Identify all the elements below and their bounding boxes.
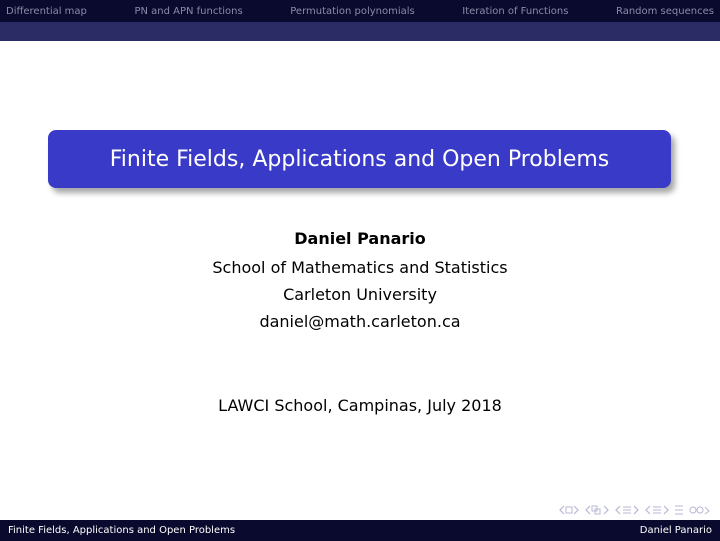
navigation-symbols [558,502,712,518]
nav-item-random-sequences[interactable]: Random sequences [615,5,714,17]
align-icon[interactable] [674,504,684,516]
nav-item-pn-apn-functions[interactable]: PN and APN functions [134,5,243,17]
frame-back-icon[interactable] [558,504,580,516]
footer-author: Daniel Panario [639,525,712,536]
subsection-bar [0,22,720,41]
institution: Carleton University [283,285,437,304]
section-nav-icon[interactable] [614,504,640,516]
footer-bar [0,520,720,541]
nav-item-differential-map[interactable]: Differential map [6,5,87,17]
slide-title: Finite Fields, Applications and Open Problems [109,146,610,172]
email: daniel@math.carleton.ca [259,312,461,331]
affiliation: School of Mathematics and Statistics [212,258,508,277]
event-date: LAWCI School, Campinas, July 2018 [218,396,502,415]
title-block [48,130,671,188]
nav-item-iteration-of-functions[interactable]: Iteration of Functions [462,5,569,17]
footer-title: Finite Fields, Applications and Open Problems [8,525,236,536]
subsection-nav-icon[interactable] [584,504,610,516]
nav-item-permutation-polynomials[interactable]: Permutation polynomials [290,5,415,17]
section-navigation-bar [0,0,720,22]
document-nav-icon[interactable] [644,504,670,516]
author-name: Daniel Panario [294,229,426,248]
search-icon[interactable] [688,504,712,516]
